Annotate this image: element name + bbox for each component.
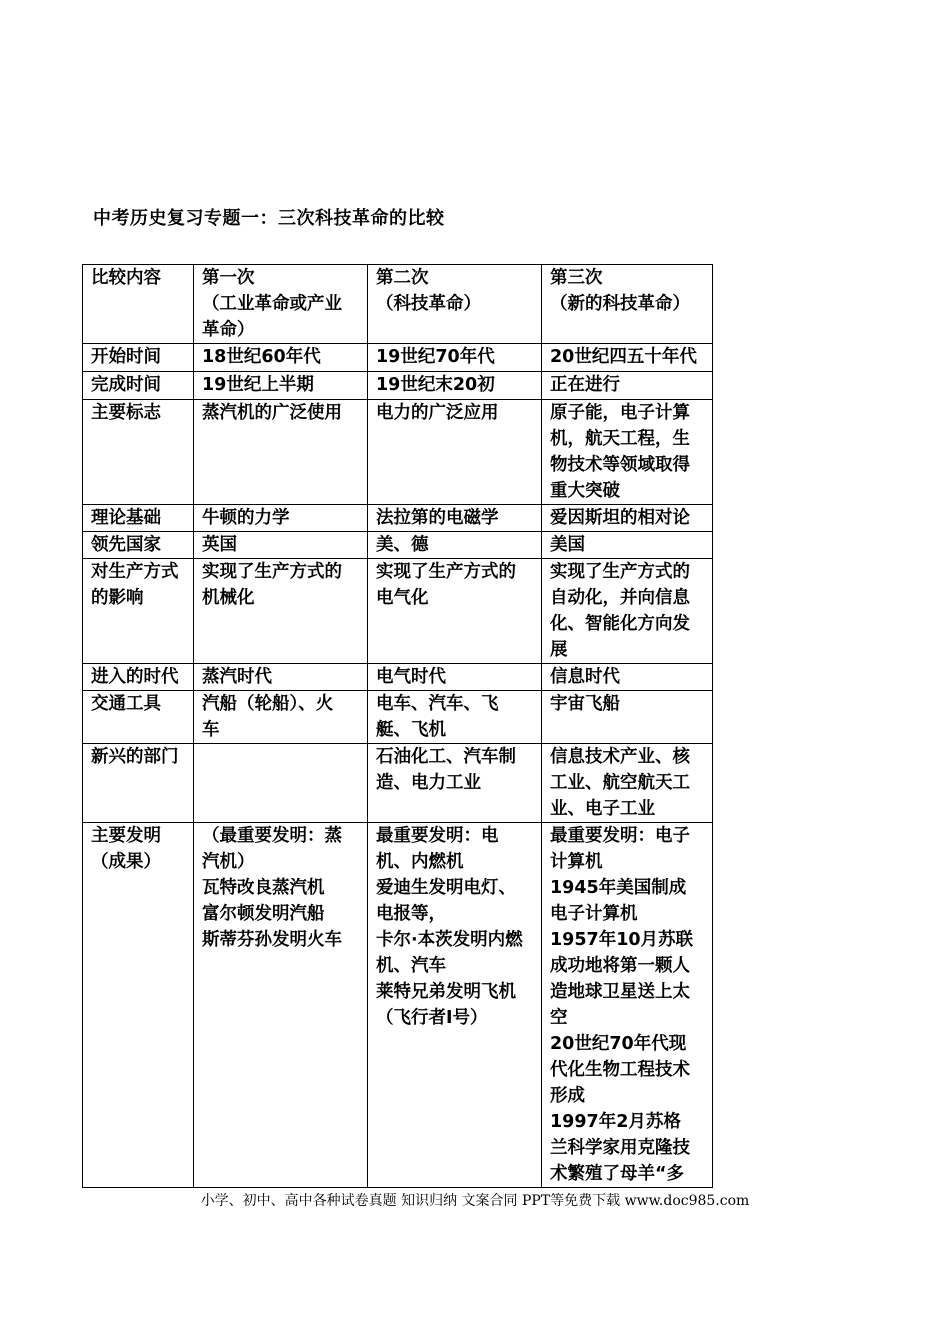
cell-text-line: 电子计算机: [550, 904, 638, 924]
table-cell: [194, 691, 368, 744]
table-cell: [368, 823, 542, 1188]
cell-text-line: （科技革命）: [376, 294, 481, 314]
table-row: [83, 664, 713, 691]
table-row: [83, 691, 713, 744]
cell-text-line: 形成: [550, 1086, 585, 1106]
cell-text-line: 瓦特改良蒸汽机: [202, 878, 325, 898]
row-label-cell: [83, 559, 194, 664]
cell-text-line: 新兴的部门: [91, 747, 179, 767]
table-cell: [368, 344, 542, 372]
cell-text-line: 实现了生产方式的: [376, 562, 516, 582]
comparison-table: [82, 264, 713, 1188]
header-cell: [83, 265, 194, 344]
cell-text-line: 代化生物工程技术: [550, 1060, 690, 1080]
cell-text-line: 1997年2月苏格: [550, 1112, 681, 1132]
cell-text-line: 自动化，并向信息: [550, 588, 690, 608]
table-row: [83, 823, 713, 1188]
table-cell: [368, 505, 542, 532]
cell-text-line: 化、智能化方向发: [550, 614, 690, 634]
cell-text-line: 理论基础: [91, 508, 161, 528]
cell-text-line: 领先国家: [91, 535, 161, 555]
cell-text-line: 重大突破: [550, 481, 620, 501]
table-cell: [368, 664, 542, 691]
cell-text-line: 空: [550, 1008, 568, 1028]
header-cell: [194, 265, 368, 344]
cell-text-line: 物技术等领域取得: [550, 455, 690, 475]
cell-text-line: 的影响: [91, 588, 144, 608]
table-header-row: [83, 265, 713, 344]
cell-text-line: 20世纪70年代现: [550, 1034, 687, 1054]
cell-text-line: 进入的时代: [91, 667, 179, 687]
cell-text-line: 造地球卫星送上太: [550, 982, 690, 1002]
cell-text-line: 比较内容: [91, 268, 161, 288]
row-label-cell: [83, 344, 194, 372]
table-row: [83, 559, 713, 664]
document-title: 中考历史复习专题一：三次科技革命的比较: [93, 208, 445, 229]
cell-text-line: 信息技术产业、核: [550, 747, 690, 767]
table-cell: [194, 559, 368, 664]
row-label-cell: [83, 691, 194, 744]
cell-text-line: 1957年10月苏联: [550, 930, 694, 950]
table-cell: [368, 372, 542, 400]
cell-text-line: 对生产方式: [91, 562, 179, 582]
table-row: [83, 744, 713, 823]
cell-text-line: 美、德: [376, 535, 429, 555]
table-cell: [194, 344, 368, 372]
cell-text-line: 实现了生产方式的: [550, 562, 690, 582]
cell-text-line: 19世纪末20初: [376, 375, 495, 395]
cell-text-line: 业、电子工业: [550, 799, 655, 819]
table-cell: [194, 505, 368, 532]
cell-text-line: 宇宙飞船: [550, 694, 620, 714]
cell-text-line: 第三次: [550, 268, 603, 288]
cell-text-line: 展: [550, 640, 568, 660]
cell-text-line: 主要发明: [91, 826, 161, 846]
cell-text-line: 机，航天工程，生: [550, 429, 690, 449]
cell-text-line: （飞行者Ⅰ号）: [376, 1008, 488, 1028]
cell-text-line: 斯蒂芬孙发明火车: [202, 930, 342, 950]
table-cell: [194, 372, 368, 400]
cell-text-line: 1945年美国制成: [550, 878, 687, 898]
cell-text-line: 电力的广泛应用: [376, 403, 499, 423]
table-cell: [542, 823, 713, 1188]
cell-text-line: 成功地将第一颗人: [550, 956, 690, 976]
header-cell: [368, 265, 542, 344]
table-cell: [368, 559, 542, 664]
table-cell: [542, 372, 713, 400]
row-label-cell: [83, 505, 194, 532]
cell-text-line: 实现了生产方式的: [202, 562, 342, 582]
cell-text-line: 计算机: [550, 852, 603, 872]
table-cell: [368, 532, 542, 559]
table-cell: [542, 344, 713, 372]
cell-text-line: （工业革命或产业: [202, 294, 342, 314]
cell-text-line: 机械化: [202, 588, 255, 608]
row-label-cell: [83, 664, 194, 691]
table-cell: [194, 532, 368, 559]
page-footer: 小学、初中、高中各种试卷真题 知识归纳 文案合同 PPT等免费下载 www.doc985.com: [200, 1193, 750, 1209]
cell-text-line: 工业、航空航天工: [550, 773, 690, 793]
cell-text-line: 造、电力工业: [376, 773, 481, 793]
cell-text-line: 开始时间: [91, 347, 161, 367]
table-cell: [542, 744, 713, 823]
row-label-cell: [83, 823, 194, 1188]
cell-text-line: 艇、飞机: [376, 720, 446, 740]
row-label-cell: [83, 744, 194, 823]
cell-text-line: 最重要发明：电: [376, 826, 499, 846]
cell-text-line: 蒸汽机的广泛使用: [202, 403, 342, 423]
cell-text-line: 美国: [550, 535, 585, 555]
cell-text-line: 原子能，电子计算: [550, 403, 690, 423]
table-cell: [542, 664, 713, 691]
row-label-cell: [83, 372, 194, 400]
cell-text-line: 机、汽车: [376, 956, 446, 976]
cell-text-line: 车: [202, 720, 220, 740]
cell-text-line: 革命）: [202, 320, 255, 340]
cell-text-line: （成果）: [91, 852, 161, 872]
cell-text-line: 电气时代: [376, 667, 446, 687]
cell-text-line: 电报等，: [376, 904, 446, 924]
table-row: [83, 400, 713, 505]
row-label-cell: [83, 400, 194, 505]
table-cell: [542, 400, 713, 505]
cell-text-line: 20世纪四五十年代: [550, 347, 697, 367]
table-cell: [194, 664, 368, 691]
cell-text-line: 正在进行: [550, 375, 620, 395]
table-cell: [368, 400, 542, 505]
table-cell: [542, 505, 713, 532]
cell-text-line: 富尔顿发明汽船: [202, 904, 325, 924]
table-row: [83, 372, 713, 400]
cell-text-line: （最重要发明：蒸: [202, 826, 342, 846]
cell-text-line: 主要标志: [91, 403, 161, 423]
cell-text-line: 牛顿的力学: [202, 508, 290, 528]
cell-text-line: 石油化工、汽车制: [376, 747, 516, 767]
table-cell: [542, 532, 713, 559]
cell-text-line: 汽机）: [202, 852, 255, 872]
cell-text-line: 信息时代: [550, 667, 620, 687]
table-row: [83, 532, 713, 559]
cell-text-line: 卡尔·本茨发明内燃: [376, 930, 523, 950]
table-cell: [368, 744, 542, 823]
cell-text-line: 术繁殖了母羊“多: [550, 1164, 685, 1184]
cell-text-line: 19世纪上半期: [202, 375, 314, 395]
cell-text-line: 第二次: [376, 268, 429, 288]
table-cell: [194, 823, 368, 1188]
cell-text-line: 莱特兄弟发明飞机: [376, 982, 516, 1002]
cell-text-line: 第一次: [202, 268, 255, 288]
cell-text-line: 最重要发明：电子: [550, 826, 690, 846]
cell-text-line: 电车、汽车、飞: [376, 694, 499, 714]
table-cell: [542, 691, 713, 744]
cell-text-line: 蒸汽时代: [202, 667, 272, 687]
cell-text-line: （新的科技革命）: [550, 294, 690, 314]
table-cell: [368, 691, 542, 744]
cell-text-line: 法拉第的电磁学: [376, 508, 499, 528]
table-row: [83, 344, 713, 372]
row-label-cell: [83, 532, 194, 559]
cell-text-line: 英国: [202, 535, 237, 555]
table-cell: [542, 559, 713, 664]
cell-text-line: 19世纪70年代: [376, 347, 495, 367]
cell-text-line: 18世纪60年代: [202, 347, 321, 367]
cell-text-line: 完成时间: [91, 375, 161, 395]
table-cell: [194, 744, 368, 823]
cell-text-line: 机、内燃机: [376, 852, 464, 872]
cell-text-line: 爱因斯坦的相对论: [550, 508, 690, 528]
cell-text-line: 爱迪生发明电灯、: [376, 878, 516, 898]
cell-text-line: 电气化: [376, 588, 429, 608]
header-cell: [542, 265, 713, 344]
table-row: [83, 505, 713, 532]
cell-text-line: 兰科学家用克隆技: [550, 1138, 690, 1158]
table-cell: [194, 400, 368, 505]
cell-text-line: 交通工具: [91, 694, 161, 714]
cell-text-line: 汽船（轮船）、火: [202, 694, 334, 714]
